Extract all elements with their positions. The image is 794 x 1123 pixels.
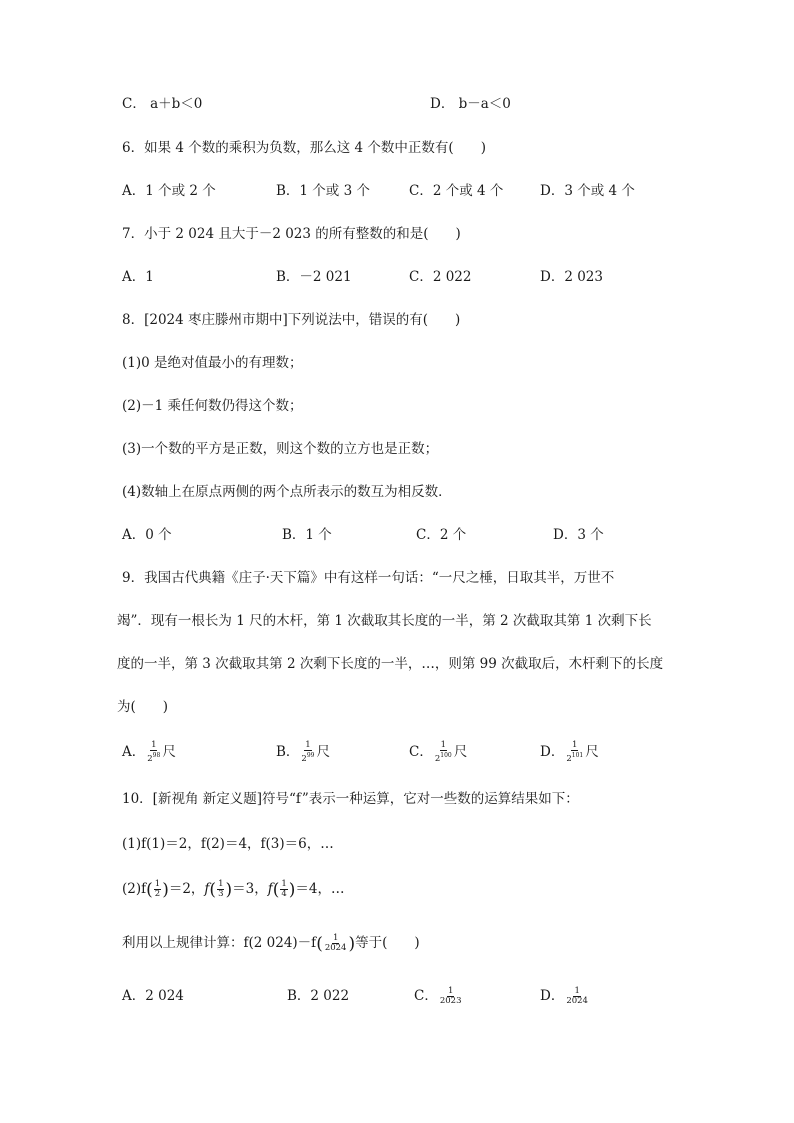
q8-option-b: B．1 个 [282,527,332,543]
value: ＝4，… [295,881,345,897]
fraction [324,934,348,953]
q10-option-c [414,984,463,1008]
fraction [217,880,224,899]
fraction-denominator [434,751,453,764]
fraction-numerator: 1 [572,740,578,750]
q10-calc-suffix: 等于( ) [355,935,420,951]
power-base: 2 [434,754,441,764]
q7-option-b: B．－2 021 [276,269,352,285]
q9-option-c [409,740,467,764]
function-symbol: f [204,881,210,897]
value: ＝3， [232,881,268,897]
left-paren: ( [209,880,217,900]
q10-calc-prefix: 利用以上规律计算：f(2 024)－f [122,935,317,951]
fraction-numerator: 1 [574,986,580,996]
q5-option-d: D． b－a＜0 [430,96,511,112]
q5-option-c: C． a＋b＜0 [122,96,203,112]
left-paren: ( [316,934,323,954]
value: ＝2， [168,881,205,897]
q7-option-c: C．2 022 [409,269,472,285]
q6-option-b: B．1 个或 3 个 [276,183,370,199]
q6-stem: 6．如果 4 个数的乘积为负数，那么这 4 个数中正数有( ) [122,140,486,156]
q10-option-d [540,984,590,1008]
q9-option-b [276,740,330,764]
fraction-denominator: 2 [154,889,161,899]
unit: 尺 [453,744,468,760]
fraction-denominator [146,751,161,764]
q8-statement-3: (3)一个数的平方是正数，则这个数的立方也是正数； [122,441,439,457]
fraction [565,987,589,1006]
power-exponent: 98 [152,752,161,759]
fraction-numerator: 1 [154,879,161,889]
unit: 尺 [162,744,176,760]
power-exponent: 101 [571,752,584,759]
q9-line-1: 9．我国古代典籍《庄子·天下篇》中有这样一句话：“一尺之棰，日取其半，万世不 [122,570,615,586]
option-label: C． [409,744,433,760]
q10-line-2 [122,877,345,901]
right-paren: ) [225,880,233,900]
q6-option-c: C．2 个或 4 个 [409,183,504,199]
option-label: C． [414,988,438,1004]
fraction-denominator: 2023 [439,996,462,1006]
fraction-numerator: 1 [305,740,311,750]
fraction [300,741,315,764]
q7-stem: 7．小于 2 024 且大于－2 023 的所有整数的和是( ) [122,226,461,242]
function-symbol: f [267,881,273,897]
fraction-numerator: 1 [447,986,454,996]
q8-option-a: A．0 个 [122,527,172,543]
fraction [439,987,463,1006]
q6-option-a: A．1 个或 2 个 [122,183,216,199]
option-label: B． [276,744,300,760]
unit: 尺 [585,744,599,760]
power-base: 2 [301,754,307,764]
option-text: 2 022 [310,988,350,1004]
fraction-numerator: 1 [281,879,287,889]
q10-line-1: (1)f(1)＝2，f(2)＝4，f(3)＝6，… [122,836,334,852]
right-paren: ) [162,880,169,900]
option-label: A． [122,744,146,760]
q9-line-3: 度的一半，第 3 次截取其第 2 次剩下长度的一半，…，则第 99 次截取后，木杆剩下的长度 [117,656,664,672]
fraction-denominator: 2024 [324,943,347,953]
fraction-denominator: 3 [218,889,224,899]
q9-line-2: 竭”．现有一根长为 1 尺的木杆，第 1 次截取其长度的一半，第 2 次截取其第 1 次剩下长 [117,613,652,629]
q10-stem: 10．[新视角 新定义题]符号“f”表示一种运算，它对一些数的运算结果如下： [122,791,579,807]
q8-option-d: D．3 个 [553,527,604,543]
fraction-denominator: 2024 [566,996,588,1006]
q10-calc [122,931,420,955]
q8-statement-4: (4)数轴上在原点两侧的两个点所表示的数互为相反数． [122,484,452,500]
fraction [434,741,453,764]
fraction-numerator: 1 [151,740,157,750]
fraction-denominator [565,751,584,764]
fraction-numerator: 1 [332,933,339,943]
fraction [565,741,584,764]
fraction [280,880,287,899]
q8-statement-1: (1)0 是绝对值最小的有理数； [122,355,303,371]
fraction [146,741,161,764]
right-paren: ) [288,880,296,900]
q8-stem: 8．[2024 枣庄滕州市期中]下列说法中，错误的有( ) [122,312,461,328]
q10-option-b [287,984,349,1008]
fraction-denominator: 4 [281,889,287,899]
option-label: B． [287,988,311,1004]
q10-line-2-prefix: (2)f [122,881,147,897]
q10-option-a [122,984,184,1008]
q9-option-d [540,740,599,764]
right-paren: ) [348,934,356,954]
power-base: 2 [566,754,572,764]
fraction-numerator: 1 [440,740,446,750]
fraction-numerator: 1 [218,879,224,889]
q7-option-d: D．2 023 [540,269,603,285]
option-label: D． [540,744,565,760]
option-label: A． [122,988,146,1004]
q8-option-c: C．2 个 [416,527,467,543]
fraction [154,880,161,899]
q8-statement-2: (2)－1 乘任何数仍得这个数； [122,398,303,414]
option-label: D． [540,988,565,1004]
q9-line-4: 为( ) [117,699,169,715]
power-exponent: 99 [306,752,315,759]
left-paren: ( [146,880,153,900]
power-base: 2 [147,754,153,764]
power-exponent: 100 [440,752,452,759]
q7-option-a: A．1 [122,269,154,285]
q9-option-a [122,740,176,764]
fraction-denominator [300,751,315,764]
q6-option-d: D．3 个或 4 个 [540,183,635,199]
unit: 尺 [316,744,330,760]
left-paren: ( [272,880,280,900]
option-text: 2 024 [145,988,184,1004]
